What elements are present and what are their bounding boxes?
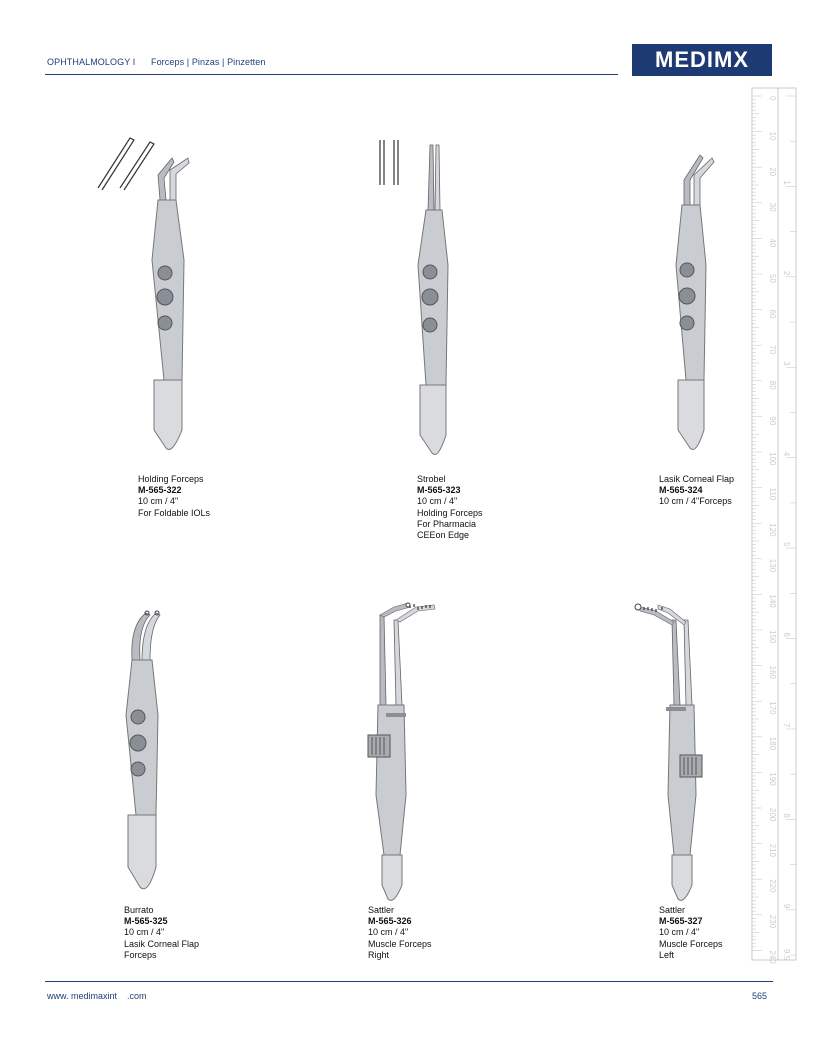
product-caption — [659, 905, 723, 961]
product-size: 10 cm / 4" — [659, 927, 700, 938]
ruler-mm-label: 130 — [768, 558, 777, 573]
ruler-inch-label: 7 — [782, 722, 791, 728]
ruler-inch-label: 3 — [782, 361, 791, 366]
ruler-mm-label: 10 — [768, 131, 777, 141]
ruler-inch-label: 4 — [782, 451, 791, 457]
product-code: M-565-327 — [659, 916, 703, 927]
ruler-inch-label: 9 — [782, 903, 791, 909]
product-description: CEEon Edge — [417, 530, 470, 541]
ruler-mm-label: 70 — [768, 345, 777, 355]
product-name: Burrato — [124, 905, 154, 915]
ruler-mm-label: 90 — [768, 416, 777, 426]
product-size: 10 cm / 4"Forceps — [659, 496, 732, 507]
product-size: 10 cm / 4" — [124, 927, 165, 938]
header-section — [47, 57, 266, 67]
brand-logo — [632, 44, 772, 76]
product-image-sattler-right — [350, 595, 450, 905]
product-description: Forceps — [124, 949, 157, 960]
ruler-inch-label: 1 — [782, 180, 791, 185]
product-code: M-565-326 — [368, 916, 412, 927]
footer-website-link[interactable]: www. medimaxint .com — [47, 991, 147, 1001]
ruler-mm-label: 230 — [768, 914, 777, 929]
product-description: Holding Forceps — [417, 507, 483, 518]
product-image-strobel — [370, 135, 460, 465]
product-size: 10 cm / 4" — [138, 496, 179, 507]
product-size: 10 cm / 4" — [368, 927, 409, 938]
product-description: Left — [659, 949, 675, 960]
ruler-mm-label: 20 — [768, 167, 777, 177]
product-name: Lasik Corneal Flap — [659, 474, 735, 484]
brand-logo-text: MEDIMX — [655, 47, 749, 72]
ruler-inch-label: 8 — [782, 813, 791, 818]
ruler-mm-label: 220 — [768, 879, 777, 893]
product-image-sattler-left — [630, 595, 730, 905]
page-number: 565 — [752, 991, 768, 1001]
product-image-burrato — [110, 605, 190, 905]
ruler-mm-label: 190 — [768, 772, 777, 786]
ruler-mm-label: 200 — [768, 808, 777, 822]
ruler-mm-label: 170 — [768, 701, 777, 715]
product-description: Lasik Corneal Flap — [124, 938, 200, 949]
product-caption — [417, 474, 483, 541]
product-name: Holding Forceps — [138, 474, 204, 484]
ruler-mm-label: 100 — [768, 452, 777, 466]
product-image-holding-forceps — [90, 130, 210, 460]
ruler-mm-label: 0 — [768, 96, 777, 101]
product-description: For Pharmacia — [417, 518, 477, 529]
ruler-mm-label: 150 — [768, 630, 777, 644]
ruler-mm-label: 50 — [768, 274, 777, 283]
product-image-lasik-corneal-flap — [650, 150, 730, 460]
ruler-mm-label: 180 — [768, 736, 777, 751]
product-size: 10 cm / 4" — [417, 496, 458, 507]
ruler-mm-label: 110 — [768, 487, 777, 501]
product-name: Sattler — [659, 905, 686, 915]
product-caption — [138, 474, 210, 519]
product-caption — [368, 905, 432, 961]
header-subtitle: Forceps | Pinzas | Pinzetten — [150, 57, 266, 67]
ruler-inch-label: 6 — [782, 632, 791, 637]
ruler-mm-label: 40 — [768, 238, 777, 248]
ruler-mm-label: 60 — [768, 309, 777, 319]
ruler-mm-label: 30 — [768, 202, 777, 212]
product-description: Muscle Forceps — [368, 938, 432, 949]
header-section-label: OPHTHALMOLOGY I — [47, 57, 136, 67]
header-divider — [45, 74, 618, 75]
ruler-mm-label: 240 — [768, 950, 777, 964]
ruler-mm-label: 120 — [768, 523, 777, 537]
ruler-inch-label: 9.5 — [782, 949, 791, 961]
product-description: Muscle Forceps — [659, 938, 723, 949]
ruler-mm-label: 140 — [768, 594, 777, 608]
product-caption — [659, 474, 734, 508]
footer-divider — [45, 981, 773, 982]
product-code: M-565-322 — [138, 485, 182, 496]
product-caption — [124, 905, 199, 961]
ruler-mm-label: 210 — [768, 843, 777, 857]
product-name: Sattler — [368, 905, 395, 915]
product-code: M-565-325 — [124, 916, 168, 927]
measurement-ruler — [752, 88, 796, 964]
product-code: M-565-323 — [417, 485, 461, 496]
product-description: Right — [368, 949, 390, 960]
ruler-mm-label: 160 — [768, 665, 777, 679]
ruler-inch-label: 5 — [782, 542, 791, 547]
product-description: For Foldable IOLs — [138, 507, 211, 518]
product-name: Strobel — [417, 474, 446, 484]
ruler-inch-label: 2 — [782, 270, 791, 276]
ruler-mm-label: 80 — [768, 380, 777, 390]
product-code: M-565-324 — [659, 485, 703, 496]
